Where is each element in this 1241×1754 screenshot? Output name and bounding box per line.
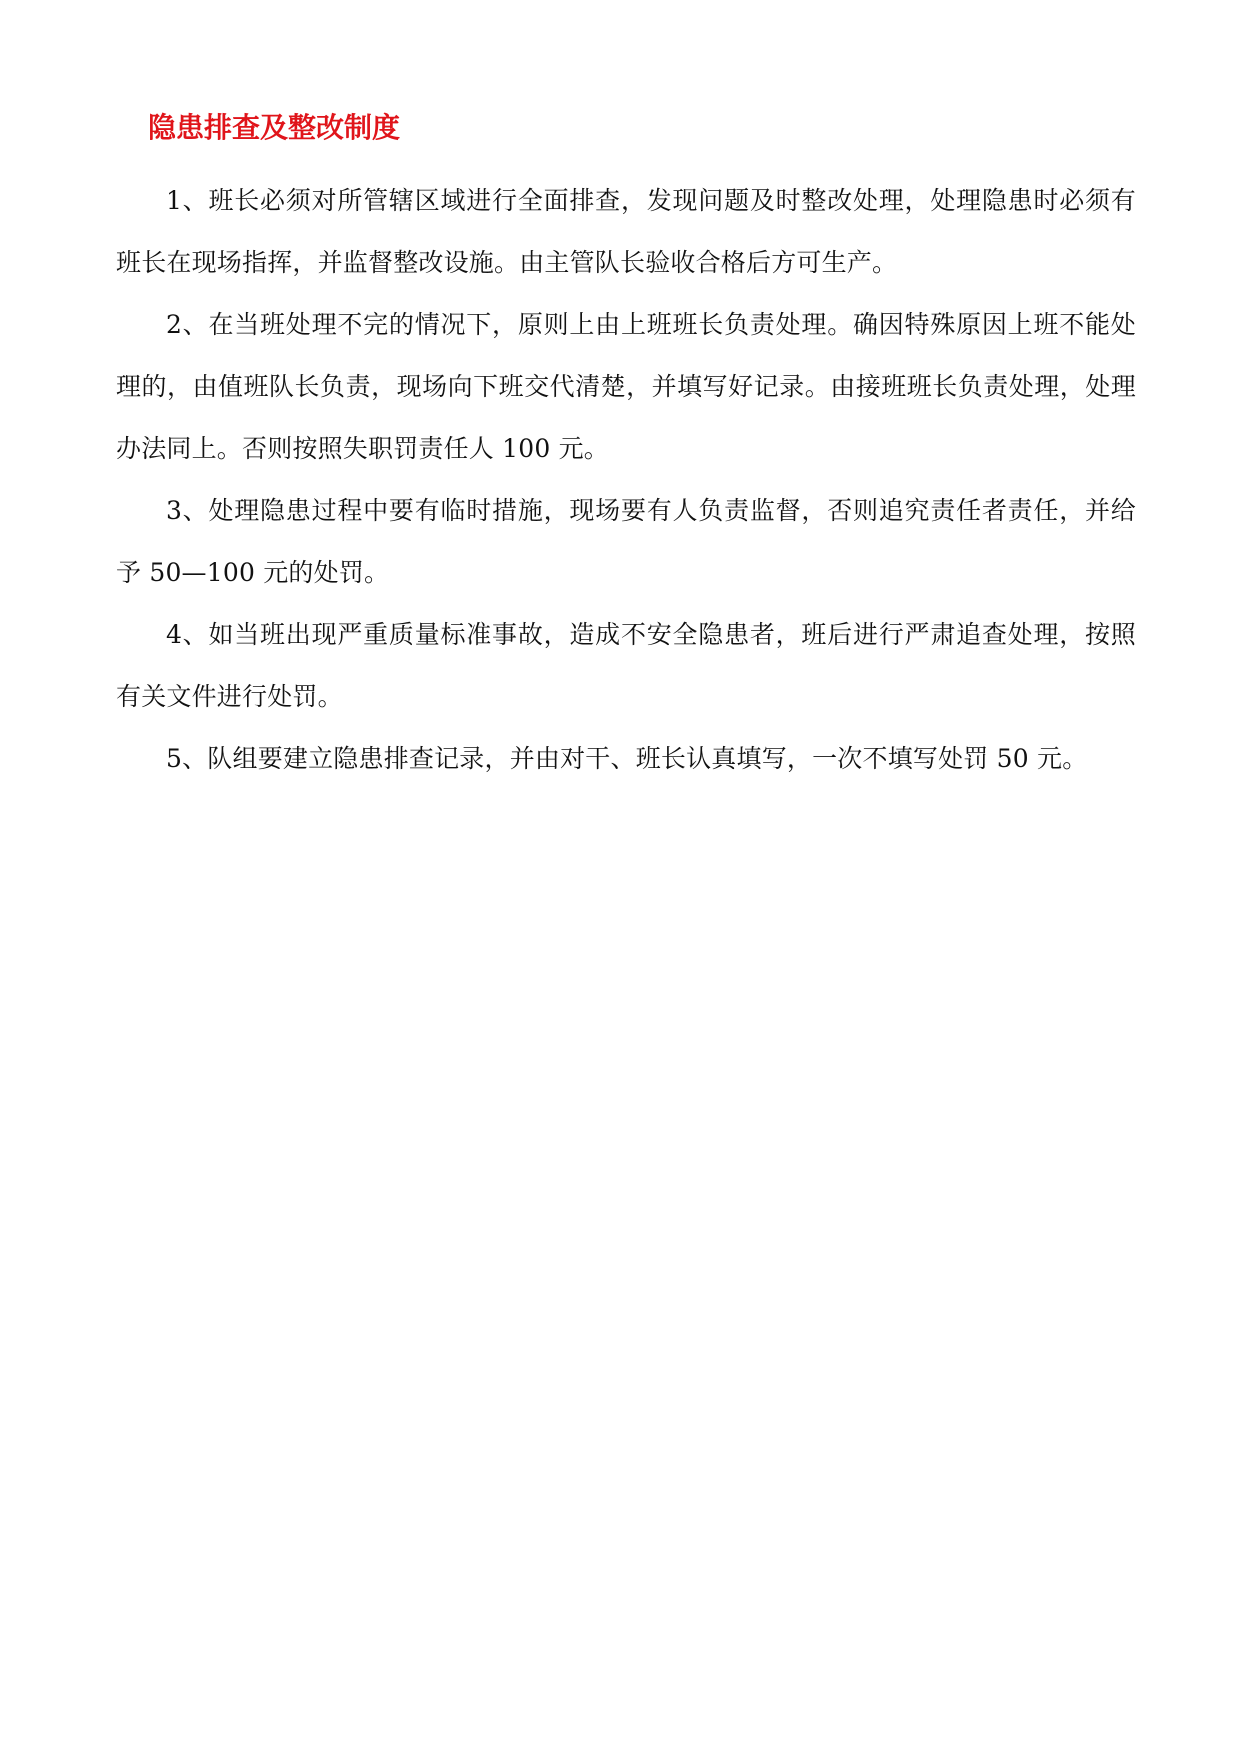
paragraph-2: 2、在当班处理不完的情况下，原则上由上班班长负责处理。确因特殊原因上班不能处理的，由值班队长负责，现场向下班交代清楚，并填写好记录。由接班班长负责处理，处理办法同上。否则按照失职罚责任人 100 元。 (116, 310, 1136, 463)
paragraph-1: 1、班长必须对所管辖区域进行全面排查，发现问题及时整改处理，处理隐患时必须有班长在现场指挥，并监督整改设施。由主管队长验收合格后方可生产。 (116, 186, 1136, 277)
paragraph-5: 5、队组要建立隐患排查记录，并由对干、班长认真填写，一次不填写处罚 50 元。 (166, 744, 1088, 773)
document-title: 隐患排查及整改制度 (148, 111, 401, 144)
paragraph-3: 3、处理隐患过程中要有临时措施，现场要有人负责监督，否则追究责任者责任，并给予 50—100 元的处罚。 (116, 496, 1136, 587)
paragraph-4: 4、如当班出现严重质量标准事故，造成不安全隐患者，班后进行严肃追查处理，按照有关文件进行处罚。 (116, 620, 1136, 711)
document-body (116, 170, 1136, 790)
